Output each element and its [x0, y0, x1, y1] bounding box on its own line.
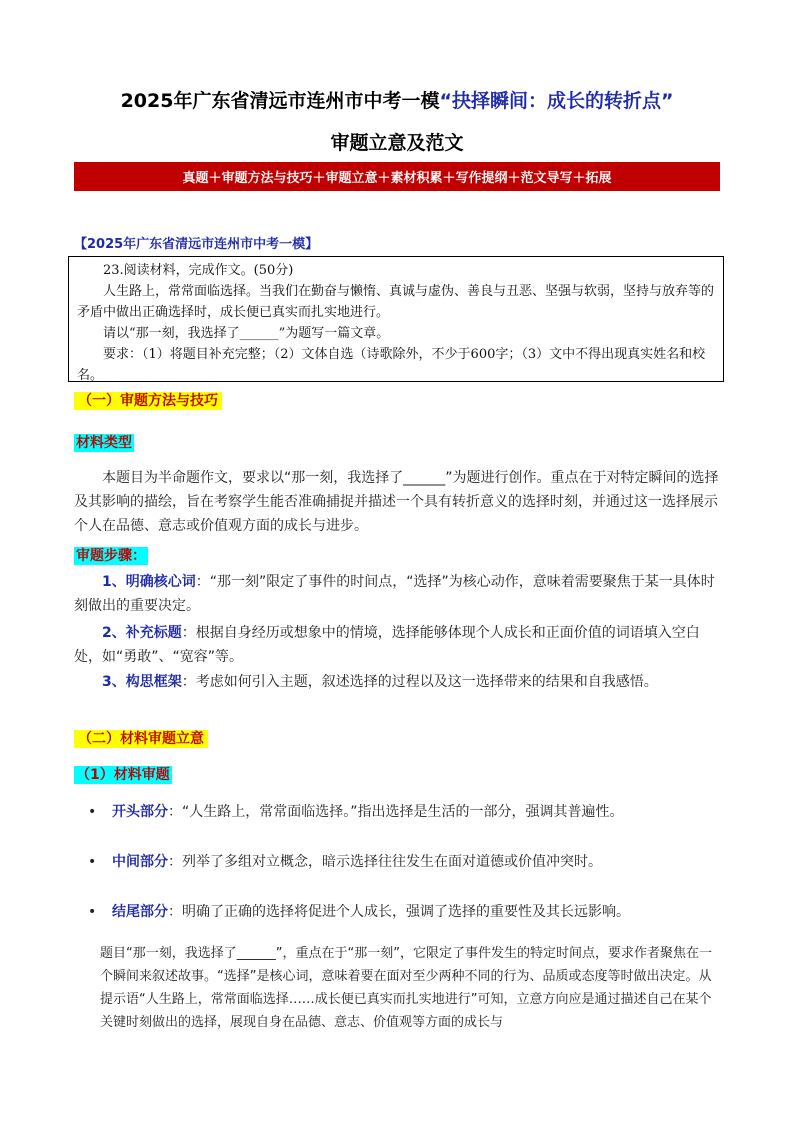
title-part1: 2025年广东省清远市连州市中考一模: [120, 90, 440, 112]
section1-para1: 本题目为半命题作文，要求以“那一刻，我选择了______”为题进行创作。重点在于对特定瞬间的选择及其影响的描绘，旨在考察学生能否准确捕捉并描述一个具有转折意义的选择时刻，并通过这一选择展示个人在品德、意志或价值观方面的成长与进步。: [74, 470, 719, 534]
question-line4: 要求：（1）将题目补充完整；（2）文体自选（诗歌除外，不少于600字；（3）文中不得出现真实姓名和校名。: [77, 347, 706, 383]
list-item: • 结尾部分：明确了正确的选择将促进个人成长，强调了选择的重要性及其长远影响。: [88, 900, 718, 924]
question-line2: 人生路上，常常面临选择。当我们在勤奋与懒惰、真诚与虚伪、善良与丑恶、坚强与软弱，坚持与放弃等的矛盾中做出正确选择时，成长便已真实而扎实地进行。: [77, 284, 715, 320]
list-item: • 中间部分：列举了多组对立概念，暗示选择往往发生在面对道德或价值冲突时。: [88, 850, 718, 874]
page-title: [0, 86, 794, 113]
step-item: 1、明确核心词：“那一刻”限定了事件的时间点，“选择”为核心动作，意味着需要聚焦于某一具体时刻做出的重要决定。: [74, 574, 715, 614]
section2-heading: （二）材料审题立意: [74, 728, 208, 748]
list-item: • 开头部分：“人生路上，常常面临选择。”指出选择是生活的一部分，强调其普遍性。: [88, 800, 718, 824]
page-subtitle: 审题立意及范文: [330, 132, 464, 154]
section1-sub1: 材料类型: [76, 435, 132, 451]
step-item: 2、补充标题：根据自身经历或想象中的情境，选择能够体现个人成长和正面价值的词语填入空白处，如“勇敢”、“宽容”等。: [74, 625, 700, 665]
section2-sub1: （1）材料审题: [76, 767, 170, 783]
bullet-dot: •: [88, 904, 97, 920]
section1-sub2: 审题步骤：: [76, 548, 146, 564]
step-item: 3、构思框架：考虑如何引入主题，叙述选择的过程以及这一选择带来的结果和自我感悟。: [102, 674, 658, 690]
title-part2: “抉择瞬间：成长的转折点”: [439, 90, 674, 112]
question-line1: 23.阅读材料，完成作文。(50分): [103, 263, 294, 278]
section2-para: 题目“那一刻，我选择了______”，重点在于“那一刻”，它限定了事件发生的特定时间点，要求作者聚焦在一个瞬间来叙述故事。“选择”是核心词，意味着要在面对至少两种不同的行为、品质或态度等时做出决定。从提示语“人生路上，常常面临选择……成长便已真实而扎实地进行”可知，立意方向应是通过描述自己在某个关键时刻做出的选择，展现自身在品德、意志、价值观等方面的成长与: [100, 946, 712, 1030]
question-line3: 请以“那一刻，我选择了______”为题写一篇文章。: [103, 326, 390, 341]
source-tag: 【2025年广东省清远市连州市中考一模】: [74, 237, 319, 252]
bullet-dot: •: [88, 854, 97, 870]
topic-banner: 真题＋审题方法与技巧＋审题立意＋素材积累＋写作提纲＋范文导写＋拓展: [74, 162, 720, 191]
bullet-dot: •: [88, 804, 97, 820]
section1-heading: （一）审题方法与技巧: [74, 390, 222, 410]
question-box: [68, 256, 724, 382]
